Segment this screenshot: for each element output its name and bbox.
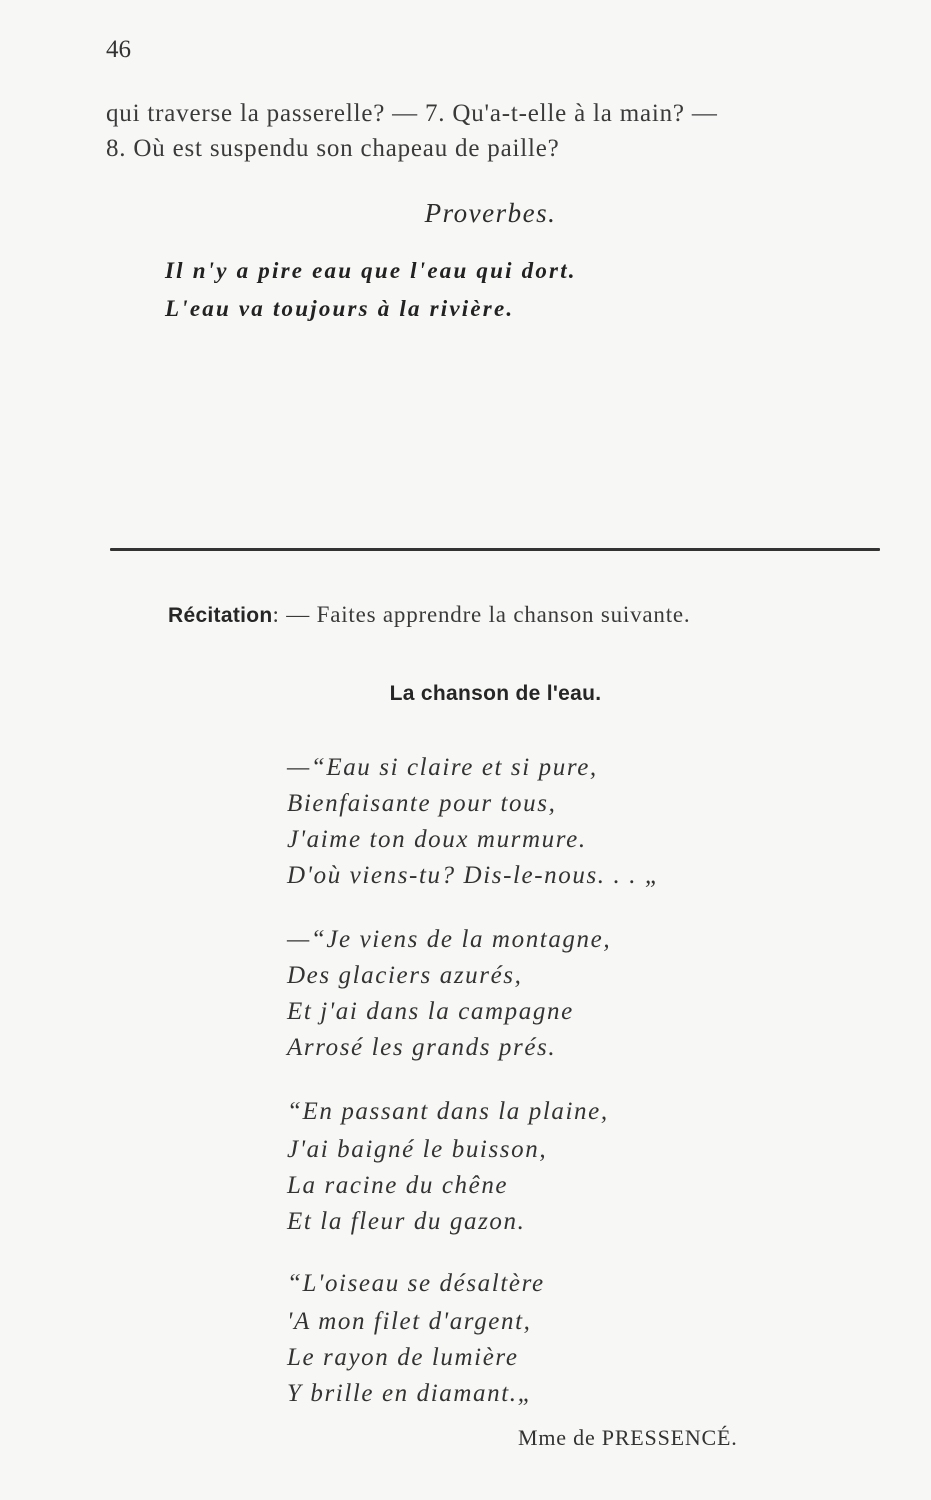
verse-line: J'aime ton doux murmure. — [287, 826, 587, 853]
verse-line: J'ai baigné le buisson, — [287, 1136, 548, 1163]
proverb-line: L'eau va toujours à la rivière. — [165, 296, 515, 321]
verse-line: “L'oiseau se désaltère — [287, 1270, 545, 1297]
question-text-line-1: qui traverse la passerelle? — 7. Qu'a-t-elle à la main? — — [106, 100, 718, 127]
verse-line: 'A mon filet d'argent, — [287, 1308, 532, 1335]
verse-line: —“Je viens de la montagne, — [287, 926, 612, 953]
verse-line: Arrosé les grands prés. — [287, 1034, 557, 1061]
verse-line: Et j'ai dans la campagne — [287, 998, 574, 1025]
verse-line: Le rayon de lumière — [287, 1344, 519, 1371]
verse-line: Bienfaisante pour tous, — [287, 790, 557, 817]
verse-line: Des glaciers azurés, — [287, 962, 523, 989]
recitation-instruction — [168, 602, 690, 628]
verse-line: La racine du chêne — [287, 1172, 509, 1199]
section-divider — [110, 548, 880, 551]
song-title: La chanson de l'eau. — [389, 682, 602, 705]
proverb-line: Il n'y a pire eau que l'eau qui dort. — [165, 258, 577, 283]
recitation-text: : — Faites apprendre la chanson suivante. — [272, 602, 691, 627]
verse-line: Y brille en diamant.„ — [287, 1380, 534, 1407]
verse-line: Et la fleur du gazon. — [287, 1208, 526, 1235]
question-text-line-2: 8. Où est suspendu son chapeau de paille? — [106, 135, 560, 162]
page-number: 46 — [106, 36, 131, 63]
verse-line: D'où viens-tu? Dis-le-nous. . . „ — [287, 862, 661, 889]
poem-author: Mme de PRESSENCÉ. — [518, 1425, 738, 1450]
verse-line: “En passant dans la plaine, — [287, 1098, 609, 1125]
recitation-label: Récitation — [168, 604, 273, 627]
proverbs-heading: Proverbes. — [424, 198, 557, 228]
verse-line: —“Eau si claire et si pure, — [287, 754, 598, 781]
